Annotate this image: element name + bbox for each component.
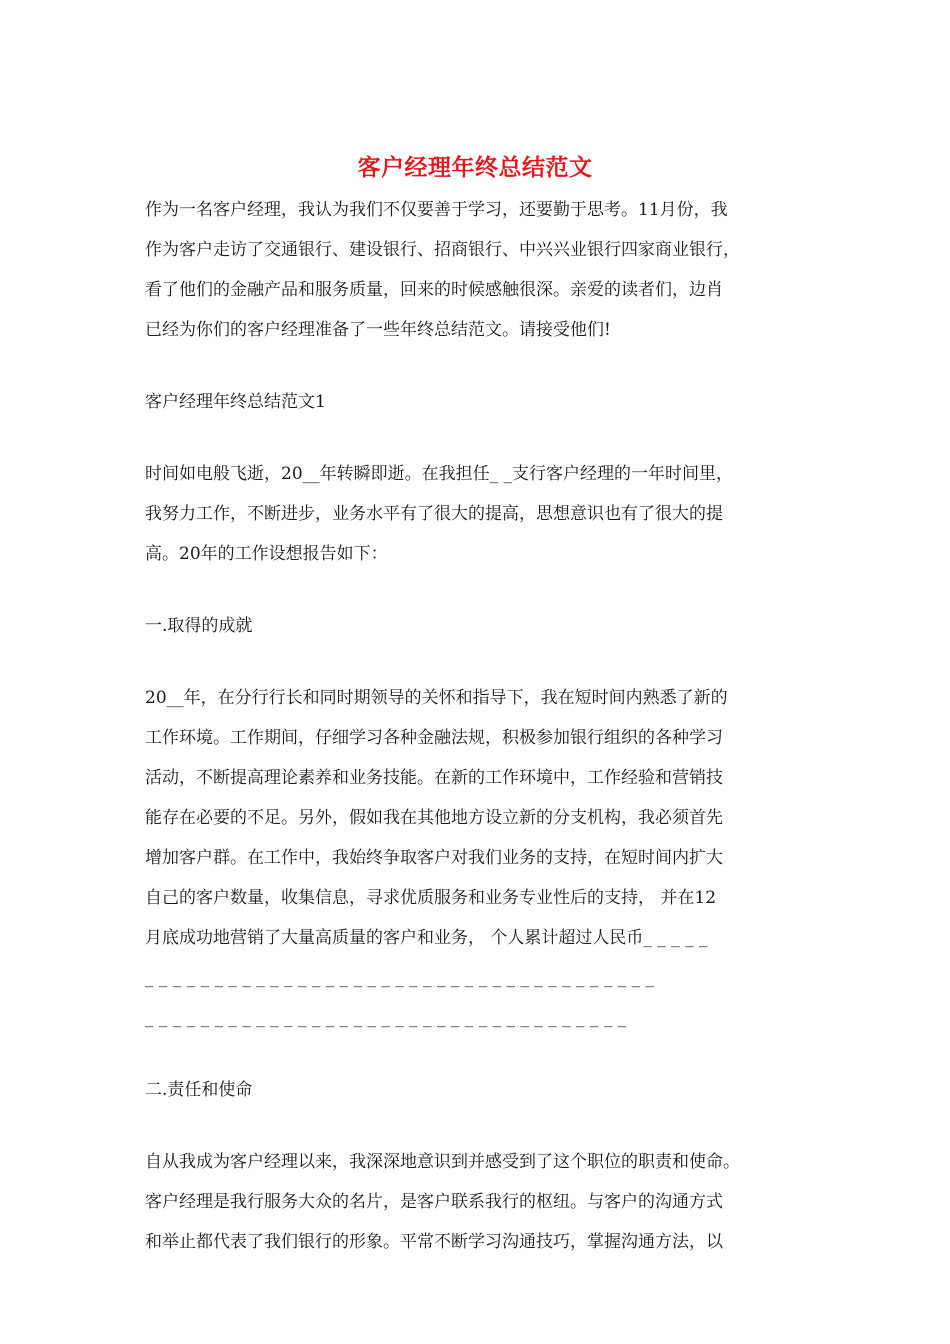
text-line: 客户经理是我行服务大众的名片，是客户联系我行的枢纽。与客户的沟通方式 (145, 1192, 723, 1212)
text-line: 自从我成为客户经理以来，我深深地意识到并感受到了这个职位的职责和使命。 (145, 1152, 740, 1172)
text-line: 活动，不断提高理论素养和业务技能。在新的工作环境中，工作经验和营销技 (145, 768, 723, 788)
paragraph-spacer (145, 574, 810, 606)
heading-responsibility: 二.责任和使命 (145, 1080, 253, 1100)
text-line: 作为一名客户经理，我认为我们不仅要善于学习，还要勤于思考。11月份，我 (145, 200, 728, 220)
text-line: 看了他们的金融产品和服务质量，回来的时候感触很深。亲爱的读者们，边肖 (145, 280, 723, 300)
text-line: 能存在必要的不足。另外，假如我在其他地方设立新的分支机构，我必须首先 (145, 808, 723, 828)
text-line: 自己的客户数量，收集信息，寻求优质服务和业务专业性后的支持， 并在12 (145, 888, 717, 908)
paragraph-spacer (145, 422, 810, 454)
blank-fill-line: _ _ _ _ _ _ _ _ _ _ _ _ _ _ _ _ _ _ _ _ _ _ _ _ _ _ _ _ _ _ _ _ _ _ _ _ _ (145, 968, 655, 988)
intro-paragraph (145, 190, 810, 350)
text-line: 工作环境。工作期间，仔细学习各种金融法规，积极参加银行组织的各种学习 (145, 728, 723, 748)
paragraph-spacer (145, 646, 810, 678)
paragraph-spacer (145, 1038, 810, 1070)
heading-achievements: 一.取得的成就 (145, 616, 253, 636)
text-line: 我努力工作，不断进步，业务水平有了很大的提高，思想意识也有了很大的提 (145, 504, 723, 524)
text-line: 已经为你们的客户经理准备了一些年终总结范文。请接受他们! (145, 320, 611, 340)
paragraph-1 (145, 454, 810, 574)
section-title: 客户经理年终总结范文1 (145, 392, 326, 412)
document-body (145, 190, 810, 1262)
paragraph-spacer (145, 1110, 810, 1142)
text-line: 高。20年的工作设想报告如下： (145, 544, 388, 564)
paragraph-spacer (145, 350, 810, 382)
text-line: 20__年，在分行行长和同时期领导的关怀和指导下，我在短时间内熟悉了新的 (145, 688, 728, 708)
text-line: 作为客户走访了交通银行、建设银行、招商银行、中兴兴业银行四家商业银行， (145, 240, 740, 260)
text-line: 时间如电般飞逝，20__年转瞬即逝。在我担任_ _支行客户经理的一年时间里， (145, 464, 734, 484)
paragraph-2 (145, 678, 810, 1038)
blank-fill-line: _ _ _ _ _ _ _ _ _ _ _ _ _ _ _ _ _ _ _ _ _ _ _ _ _ _ _ _ _ _ _ _ _ _ _ (145, 1008, 627, 1028)
text-line: 增加客户群。在工作中，我始终争取客户对我们业务的支持，在短时间内扩大 (145, 848, 723, 868)
text-line: 和举止都代表了我们银行的形象。平常不断学习沟通技巧，掌握沟通方法，以 (145, 1232, 723, 1252)
text-line: 月底成功地营销了大量高质量的客户和业务， 个人累计超过人民币_ _ _ _ _ (145, 928, 708, 948)
document-title: 客户经理年终总结范文 (357, 154, 593, 181)
paragraph-3 (145, 1142, 810, 1262)
